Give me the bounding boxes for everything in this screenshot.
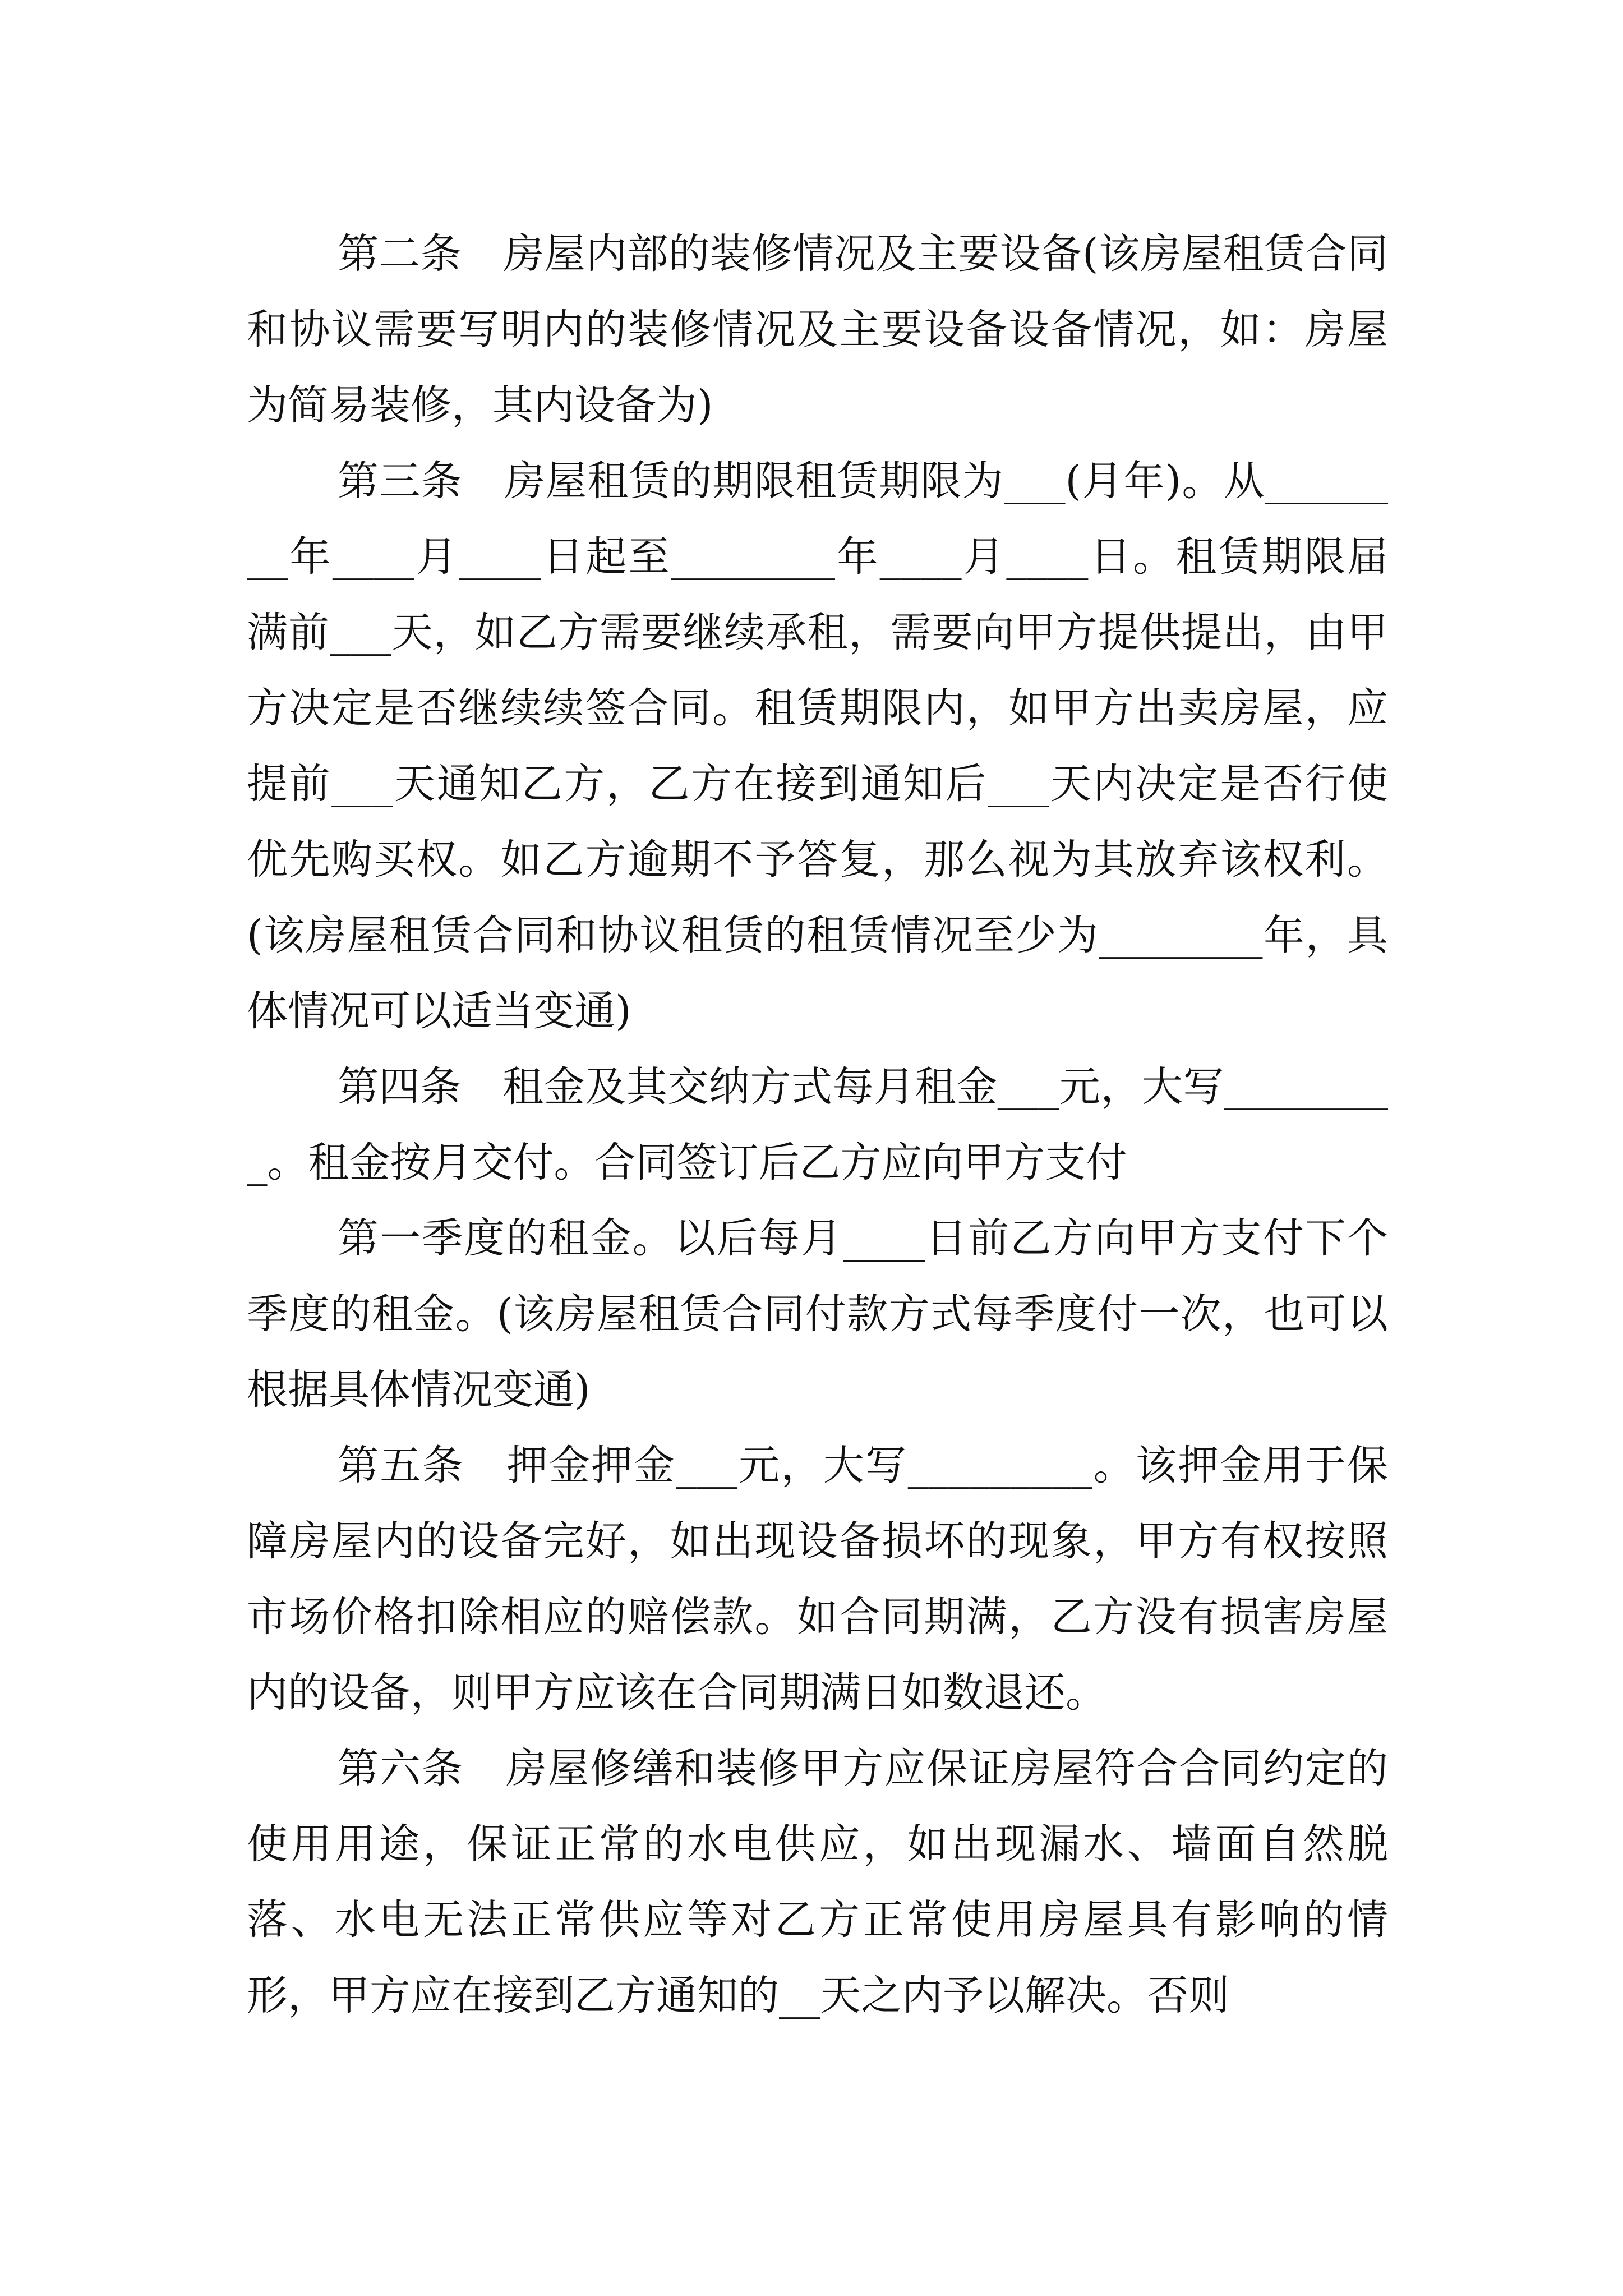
article-5-paragraph: 第五条 押金押金___元，大写_________。该押金用于保障房屋内的设备完好，如出现设备损坏的现象，甲方有权按照市场价格扣除相应的赔偿款。如合同期满，乙方没有损害房屋内的设备，则甲方应该在合同期满日如数退还。 [247,1442,1388,1717]
article-3-paragraph: 第三条 房屋租赁的期限租赁期限为___(月年)。从________年____月____日起至________年____月____日。租赁期限届满前___天，如乙方需要继续承租，需要向甲方提供提出，由甲方决定是否继续续签合同。租赁期限内，如甲方出卖房屋，应提前___天通知乙方，乙方在接到通知后___天内决定是否行使优先购买权。如乙方逾期不予答复，那么视为其放弃该权利。(该房屋租赁合同和协议租赁的租赁情况至少为________年，具体情况可以适当变通) [247,457,1388,1035]
document-body [247,216,1388,2033]
article-4-paragraph: 第四条 租金及其交纳方式每月租金___元，大写_________。租金按月交付。合同签订后乙方应向甲方支付 [247,1063,1388,1186]
article-2-paragraph: 第二条 房屋内部的装修情况及主要设备(该房屋租赁合同和协议需要写明内的装修情况及主要设备设备情况，如：房屋为简易装修，其内设备为) [247,230,1388,429]
article-6-paragraph: 第六条 房屋修缮和装修甲方应保证房屋符合合同约定的使用用途，保证正常的水电供应，如出现漏水、墙面自然脱落、水电无法正常供应等对乙方正常使用房屋具有影响的情形，甲方应在接到乙方通知的__天之内予以解决。否则 [247,1745,1388,2019]
first-quarter-rent-paragraph: 第一季度的租金。以后每月____日前乙方向甲方支付下个季度的租金。(该房屋租赁合同付款方式每季度付一次，也可以根据具体情况变通) [247,1214,1388,1414]
